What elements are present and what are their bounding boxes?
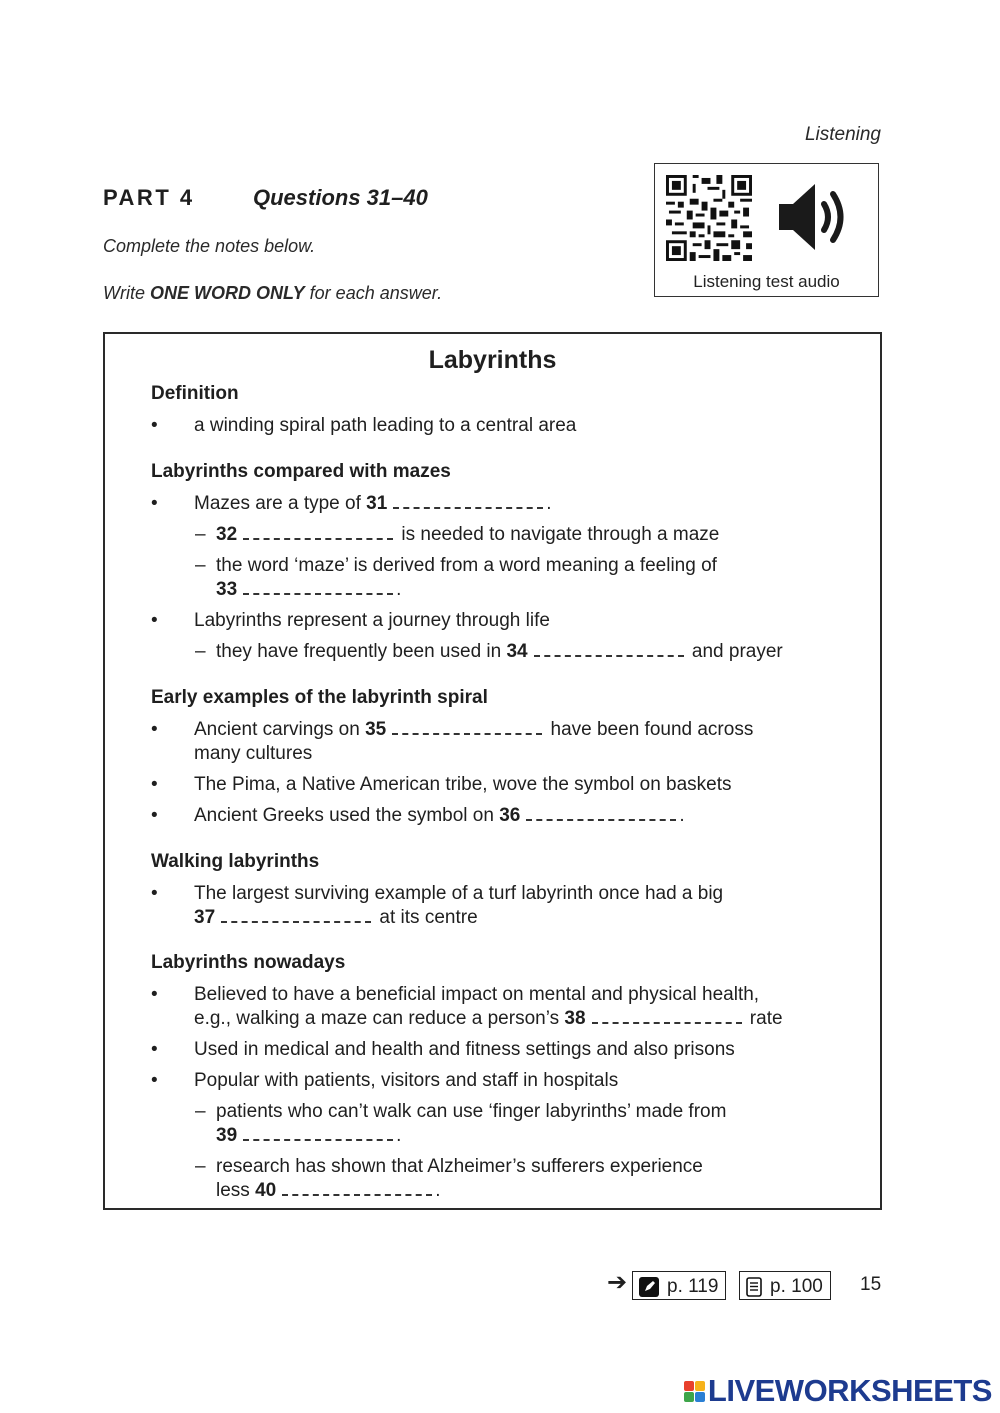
question-number: 35 [365,719,387,740]
heading-definition: Definition [151,383,239,404]
bullet-icon: • [151,719,158,740]
answer-blank-34[interactable] [534,641,684,657]
question-number: 39 [216,1125,238,1146]
answer-key-icon [639,1277,659,1297]
heading-nowadays: Labyrinths nowadays [151,952,346,973]
bullet-icon: • [151,1039,158,1060]
part-title: PART 4 [103,185,195,210]
list-item: Used in medical and health and fitness settings and also prisons [194,1039,735,1060]
answer-blank-33[interactable] [243,579,393,595]
list-item-continuation: many cultures [194,743,313,764]
list-item: Ancient Greeks used the symbol on 36 . [194,805,685,826]
qr-code-icon[interactable] [666,175,752,261]
transcript-icon [746,1277,762,1297]
answer-key-ref[interactable] [632,1271,726,1300]
answer-blank-39[interactable] [243,1125,393,1141]
list-item-text: research has shown that Alzheimer’s sufferers experience [216,1156,703,1177]
list-item: less 40 . [216,1180,441,1201]
question-number: 33 [216,579,238,600]
instruction-word-limit: Write ONE WORD ONLY for each answer. [103,283,443,303]
dash-icon: – [195,1156,206,1177]
list-item: Ancient carvings on 35 have been found across [194,719,754,740]
arrow-right-icon: ➔ [607,1269,628,1296]
answer-blank-31[interactable] [393,493,543,509]
instruction-complete: Complete the notes below. [103,236,316,256]
bullet-icon: • [151,610,158,631]
answer-blank-37[interactable] [221,907,371,923]
list-item: Popular with patients, visitors and staff in hospitals [194,1070,619,1091]
notes-title: Labyrinths [428,346,557,374]
answer-blank-35[interactable] [392,719,542,735]
dash-icon: – [195,524,206,545]
answer-key-page: p. 119 [667,1275,719,1297]
list-item: 37 at its centre [194,907,478,928]
answer-blank-38[interactable] [592,1008,742,1024]
notes-box [103,332,882,1210]
questions-range: Questions 31–40 [253,185,428,210]
bullet-icon: • [151,774,158,795]
definition-text: a winding spiral path leading to a central area [194,415,577,436]
section-label: Listening [804,124,881,145]
list-item: they have frequently been used in 34 and prayer [216,641,783,662]
bullet-icon: • [151,805,158,826]
question-number: 31 [366,493,388,514]
page-number: 15 [860,1274,882,1295]
heading-early-examples: Early examples of the labyrinth spiral [151,687,488,708]
question-number: 40 [255,1180,277,1201]
heading-compared: Labyrinths compared with mazes [151,461,451,482]
audio-caption: Listening test audio [693,272,840,291]
bullet-icon: • [151,493,158,514]
question-number: 36 [499,805,521,826]
heading-walking: Walking labyrinths [151,851,320,872]
answer-blank-32[interactable] [243,524,393,540]
list-item: The Pima, a Native American tribe, wove the symbol on baskets [194,774,732,795]
audio-panel[interactable] [654,163,879,297]
list-item-text: the word ‘maze’ is derived from a word meaning a feeling of [216,555,717,576]
dash-icon: – [195,641,206,662]
logo-icon [684,1381,705,1402]
list-item-text: Believed to have a beneficial impact on mental and physical health, [194,984,760,1005]
bullet-icon: • [151,984,158,1005]
question-number: 38 [564,1008,586,1029]
bullet-icon: • [151,415,158,436]
answer-blank-36[interactable] [526,805,676,821]
dash-icon: – [195,1101,206,1122]
question-number: 34 [506,641,528,662]
speaker-icon[interactable] [777,180,855,254]
list-item: e.g., walking a maze can reduce a person’s 38 rate [194,1008,783,1029]
list-item-text: patients who can’t walk can use ‘finger labyrinths’ made from [216,1101,727,1122]
list-item: 33 . [216,579,402,600]
dash-icon: – [195,555,206,576]
list-item: 32 is needed to navigate through a maze [216,524,720,545]
list-item: Mazes are a type of 31 . [194,493,552,514]
bullet-icon: • [151,883,158,904]
transcript-page: p. 100 [770,1275,823,1297]
question-number: 37 [194,907,216,928]
list-item-text: The largest surviving example of a turf labyrinth once had a big [194,883,724,904]
liveworksheets-logo: LIVEWORKSHEETS [684,1373,992,1409]
answer-blank-40[interactable] [282,1180,432,1196]
transcript-ref[interactable] [739,1271,831,1300]
list-item: Labyrinths represent a journey through life [194,610,550,631]
list-item: 39 . [216,1125,402,1146]
bullet-icon: • [151,1070,158,1091]
question-number: 32 [216,524,238,545]
